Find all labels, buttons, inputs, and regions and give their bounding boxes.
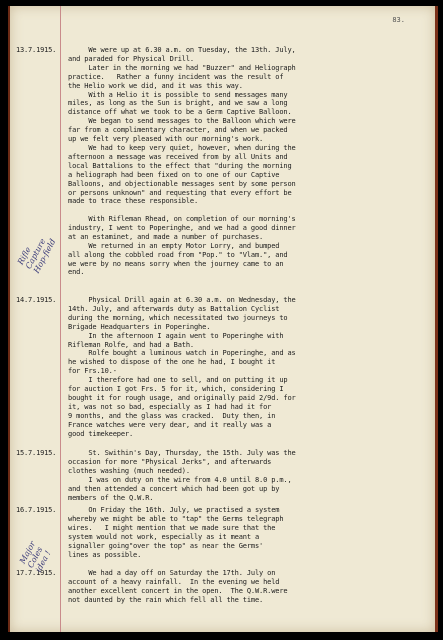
entry-date: 16.7.1915. bbox=[16, 506, 57, 514]
entry-text: With Rifleman Rhead, on completion of our morning's industry, I went to Poperinghe, and we had a good dinner at an estaminet, and made a number of purchases. We returned in an empty Motor Lorry, and bumped all along the cobbled road from "Pop." to "Vlam.", and we were by no means sorry when the journey came to an end. bbox=[68, 215, 296, 277]
entry-text: On Friday the 16th. July, we practised a system whereby we might be able to "tap" the Germs telegraph wires. I might mention that we made sure that the system would not work, especially as it meant a signaller going"over the top" as near the Germs' lines as possible. bbox=[68, 506, 284, 559]
entry-date: 15.7.1915. bbox=[16, 449, 57, 457]
entry-date: 14.7.1915. bbox=[16, 296, 57, 304]
margin-rule bbox=[60, 6, 61, 632]
margin-note: Major Coles idea ! bbox=[18, 539, 53, 574]
entry-text: We had a day off on Saturday the 17th. July on account of a heavy rainfall. In the evening we held another excellent concert in the open. The Q.W.R.were not daunted by the rain which fell all the time. bbox=[68, 569, 288, 604]
entry-text: We were up at 6.30 a.m. on Tuesday, the 13th. July, and paraded for Physical Drill. Later in the morning we had "Buzzer" and Heliograph practice. Rather a funny incident was the result of the Helio work we did, and it was this way. With a Helio it is possible to send messages many miles, as long as the Sun is bright, and we saw a long distance off what we took to be a Germ Captive Balloon. We began to send messages to the Balloon which were far from a complimentary character, and when we packed up we felt very pleased with our morning's work. We had to keep very quiet, however, when during the afternoon a message was received from by all Units and local Battalions to the effect that "during the morning a heliograph had been fixed on to one of our Captive Balloons, and objectionable messages sent by some person or persons unknown" and requesting that every effort be made to trace these responsible. bbox=[68, 46, 296, 206]
entry-text: Physical Drill again at 6.30 a.m. on Wednesday, the 14th. July, and afterwards duty as Battalion Cyclist during the morning, which necessitated two journeys to Brigade Headquarters in Poperinghe. In the afternoon I again went to Poperinghe with Rifleman Rolfe, and had a Bath. Rolfe bought a luminous watch in Poperinghe, and as he wished to dispose of the one he had, I bought it for Frs.10.- I therefore had one to sell, and on putting it up for auction I got Frs. 5 for it, which, considering I bought it for rough usage, and originally paid 2/9d. for it, was not so bad, especially as I had had it for 9 months, and the glass was cracked. Duty then, in France watches were very dear, and it really was a good timekeeper. bbox=[68, 296, 296, 438]
entry-date: 17.7.1915. bbox=[16, 569, 57, 577]
entry-text: St. Swithin's Day, Thursday, the 15th. July was the occasion for more "Physical Jerks", and afterwards clothes washing (much needed). I was on duty on the wire from 4.0 until 8.0 p.m., and then attended a concert which had been got up by members of the Q.W.R. bbox=[68, 449, 296, 502]
margin-note: Rifle Capture Hop-field bbox=[16, 237, 58, 275]
diary-page bbox=[8, 6, 438, 632]
entry-date: 13.7.1915. bbox=[16, 46, 57, 54]
page-number: 83. bbox=[392, 16, 405, 24]
